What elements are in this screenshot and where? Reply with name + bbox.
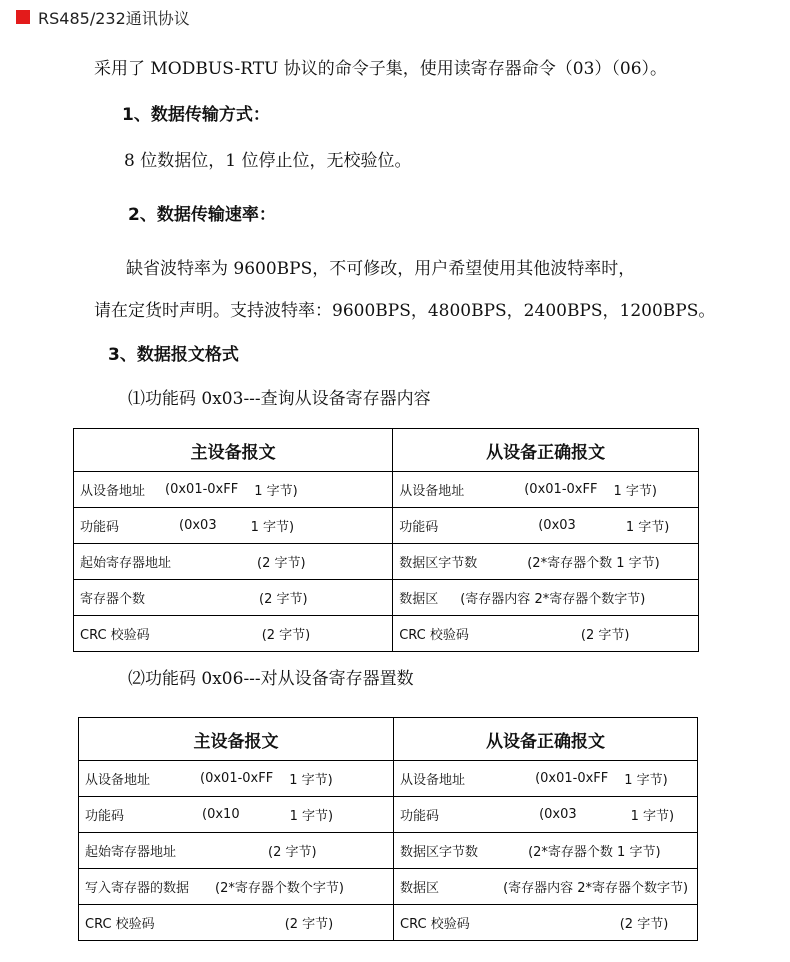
field-name: CRC 校验码 [399,628,469,643]
field-size: (2 字节) [580,628,630,643]
field-name: 功能码 [399,520,439,535]
table-row [74,508,699,544]
field-name: CRC 校验码 [400,917,470,932]
field-code: (0x01-0xFF [524,482,598,497]
table-cell [394,905,698,941]
field-size: (2*寄存器个数 1 字节) [527,556,660,571]
table-cell [74,508,393,544]
field-code: (0x03 [539,807,577,822]
section-header [16,6,190,28]
table-cell [394,833,698,869]
table-cell [79,797,394,833]
field-size: (2*寄存器个数 1 字节) [528,845,661,860]
field-size: (2 字节) [257,556,306,571]
table-cell [79,761,394,797]
red-square-icon [16,10,30,24]
field-name: 从设备地址 [399,484,465,499]
field-name: 功能码 [85,809,125,824]
table-cell [393,580,699,616]
baud-rate-text-1: 缺省波特率为 9600BPS，不可修改，用户希望使用其他波特率时， [126,259,636,279]
table-cell [74,544,393,580]
table-cell [79,869,394,905]
table-cell [393,472,699,508]
field-name: CRC 校验码 [80,628,150,643]
table-cell [393,616,699,652]
heading-message-format: 3、数据报文格式 [108,345,239,365]
table-row [79,761,698,797]
field-size: 1 字节) [289,773,333,788]
table-caption-03: ⑴功能码 0x03---查询从设备寄存器内容 [128,389,431,409]
master-message-header: 主设备报文 [79,718,394,761]
heading-transmission-mode: 1、数据传输方式： [122,105,270,125]
field-size: (寄存器内容 2*寄存器个数字节) [503,881,689,896]
slave-message-header: 从设备正确报文 [394,718,698,761]
table-cell [394,797,698,833]
field-code: (0x01-0xFF [535,771,609,786]
table-row [74,616,699,652]
field-name: 数据区字节数 [400,845,479,860]
baud-rate-text-2: 请在定货时声明。支持波特率：9600BPS，4800BPS，2400BPS，1200BPS。 [94,301,716,321]
transmission-mode-text: 8 位数据位，1 位停止位，无校验位。 [124,151,412,171]
field-name: 写入寄存器的数据 [85,881,190,896]
field-size: (2 字节) [284,917,334,932]
field-size: 1 字节) [254,484,298,499]
table-caption-06: ⑵功能码 0x06---对从设备寄存器置数 [128,669,414,689]
table-header-row [74,429,699,472]
field-name: 数据区 [399,592,439,607]
table-cell [74,472,393,508]
field-code: (0x01-0xFF [200,771,274,786]
table-header-row [79,718,698,761]
field-size: 1 字节) [630,809,675,824]
field-size: (2 字节) [259,592,308,607]
field-name: 从设备地址 [80,484,146,499]
heading-baud-rate: 2、数据传输速率： [128,205,276,225]
field-size: 1 字节) [624,773,668,788]
table-cell [394,869,698,905]
field-size: 1 字节) [625,520,670,535]
table-cell [393,508,699,544]
section-title: RS485/232通讯协议 [38,8,190,28]
field-code: (0x03 [538,518,576,533]
field-code: (0x03 [179,518,217,533]
field-name: 从设备地址 [400,773,466,788]
field-size: (2*寄存器个数个字节) [215,881,344,896]
field-size: 1 字节) [613,484,657,499]
master-message-header: 主设备报文 [74,429,393,472]
field-name: 数据区 [400,881,440,896]
field-size: (寄存器内容 2*寄存器个数字节) [460,592,646,607]
field-size: 1 字节) [250,520,295,535]
table-cell [74,616,393,652]
table-row [79,905,698,941]
field-size: (2 字节) [261,628,311,643]
field-name: 从设备地址 [85,773,151,788]
slave-message-header: 从设备正确报文 [393,429,699,472]
table-row [79,797,698,833]
field-size: (2 字节) [268,845,317,860]
table-row [79,869,698,905]
field-name: CRC 校验码 [85,917,155,932]
table-row [74,544,699,580]
field-name: 起始寄存器地址 [85,845,177,860]
table-cell [393,544,699,580]
field-name: 寄存器个数 [80,592,146,607]
table-row [74,472,699,508]
intro-text: 采用了 MODBUS-RTU 协议的命令子集，使用读寄存器命令（03）（06）。 [94,59,668,79]
field-size: 1 字节) [289,809,334,824]
field-size: (2 字节) [619,917,669,932]
field-code: (0x10 [202,807,240,822]
table-cell [394,761,698,797]
function-03-table [73,428,699,652]
field-code: (0x01-0xFF [165,482,239,497]
table-row [74,580,699,616]
table-row [79,833,698,869]
field-name: 功能码 [80,520,120,535]
table-cell [79,833,394,869]
field-name: 功能码 [400,809,440,824]
table-cell [79,905,394,941]
function-06-table [78,717,698,941]
table-cell [74,580,393,616]
field-name: 数据区字节数 [399,556,478,571]
field-name: 起始寄存器地址 [80,556,172,571]
